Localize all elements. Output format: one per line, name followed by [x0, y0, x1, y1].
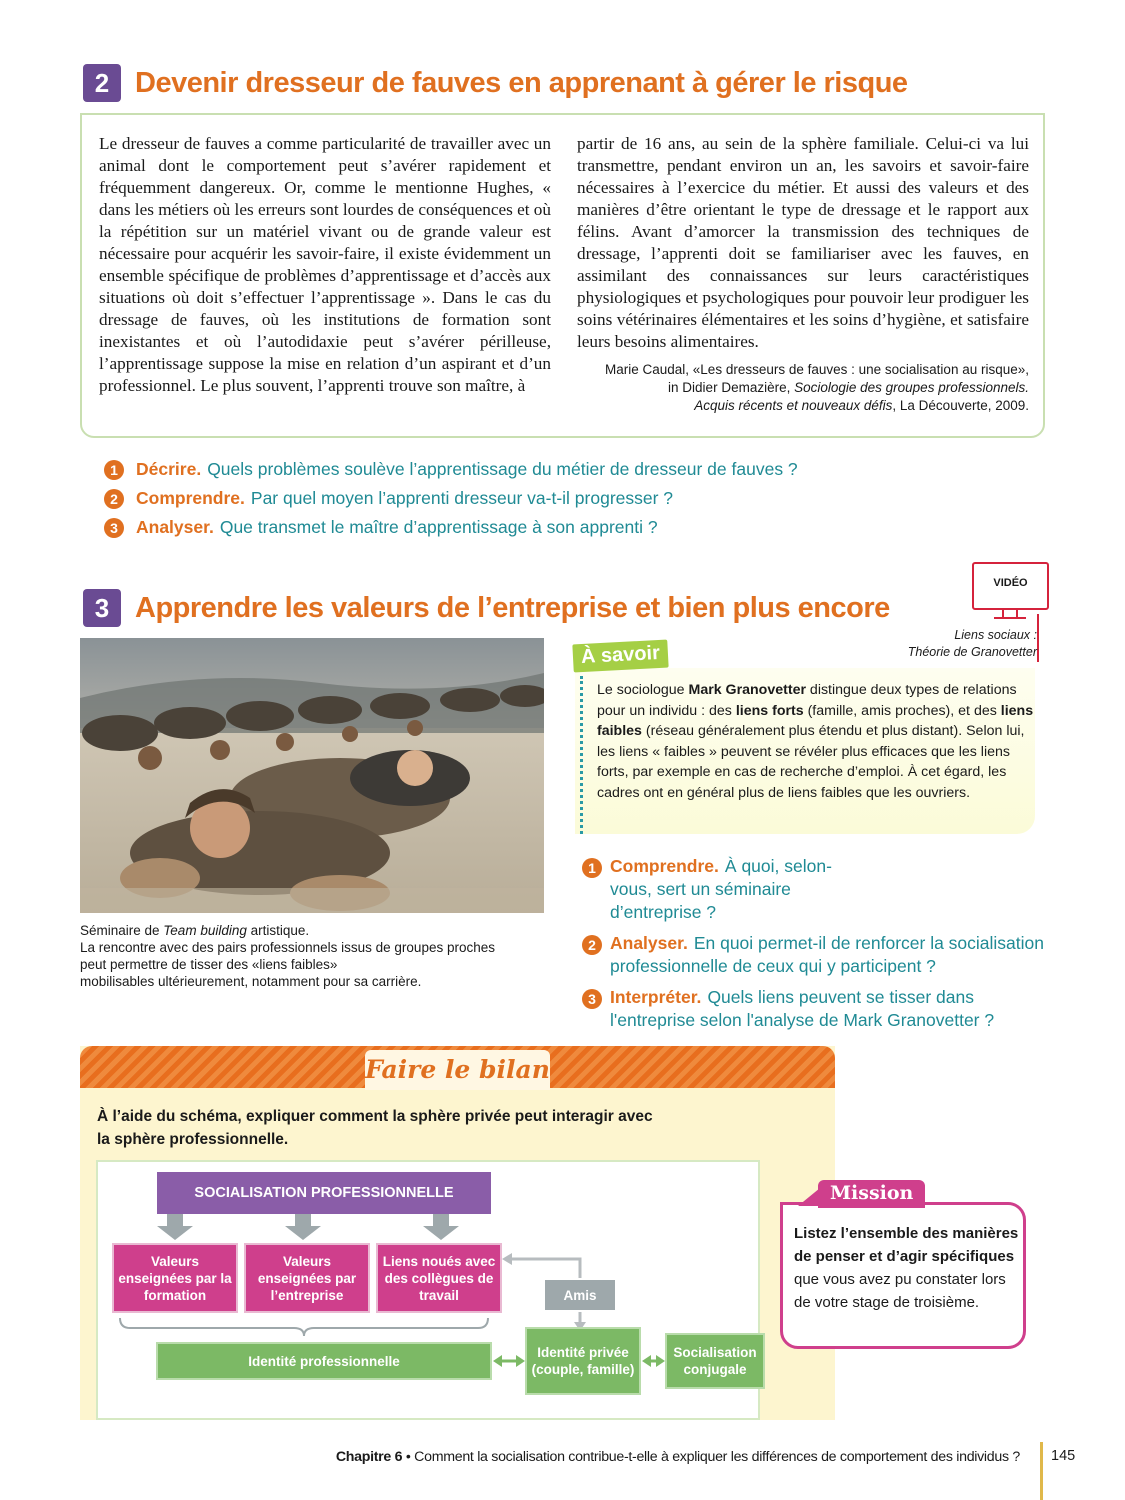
- node-valeurs-formation: Valeurs enseignées par la formation: [112, 1243, 238, 1313]
- chapter-title: Comment la socialisation contribue-t-elle à expliquer les différences de comportement des individus ?: [414, 1449, 1020, 1465]
- faire-le-bilan-panel: [80, 1046, 835, 1420]
- mission-text: [794, 1222, 1019, 1314]
- caption-line: mobilisables ultérieurement, notamment pour sa carrière.: [80, 974, 422, 989]
- question-item: [582, 986, 1052, 1032]
- savoir-text-part: (réseau généralement plus étendu et plus distant). Selon lui, les liens « faibles » peuvent se révéler plus efficaces que les liens forts, par exemple en cas de recherche d’emploi. À cet égard, les cadres ont en général plus de liens faibles que les ouvriers.: [597, 723, 1025, 801]
- video-caption: [880, 627, 1037, 661]
- question-verb: Décrire.: [136, 459, 202, 479]
- photo-illustration: [80, 638, 544, 913]
- question-text: Que transmet le maître d’apprentissage à son apprenti ?: [219, 517, 658, 537]
- savoir-text-part: distingue deux types de relations pour un individu : des: [597, 682, 1017, 719]
- node-identite-privee: Identité privée (couple, famille): [525, 1327, 641, 1395]
- schema-connectors: [98, 1162, 762, 1422]
- section-3-questions: [582, 855, 1052, 1040]
- caption-line: La rencontre avec des pairs professionnels issus de groupes proches: [80, 940, 495, 955]
- question-item: [582, 932, 1052, 978]
- question-number: 3: [582, 989, 602, 1009]
- question-number: 2: [104, 489, 124, 509]
- question-body: [610, 986, 1000, 1032]
- bilan-title: Faire le bilan: [365, 1050, 550, 1090]
- question-number: 1: [582, 858, 602, 878]
- video-label: VIDÉO: [993, 577, 1028, 589]
- section-title: Devenir dresseur de fauves en apprenant à gérer le risque: [135, 66, 908, 99]
- team-building-photo: [80, 638, 544, 913]
- section-2-header: [83, 64, 908, 102]
- savoir-text-part: Le sociologue: [597, 682, 689, 698]
- savoir-keyword: liens forts: [735, 702, 804, 719]
- source-book-subtitle: Acquis récents et nouveaux défis: [694, 398, 893, 413]
- question-text: Quels liens peuvent se tisser dans l'entreprise selon l'analyse de Mark Granovetter ?: [610, 987, 995, 1030]
- chapter-label: Chapitre 6: [335, 1449, 403, 1465]
- section-2-questions: [104, 459, 798, 538]
- schema-diagram: [96, 1160, 760, 1420]
- question-item: [104, 488, 798, 509]
- question-item: [104, 459, 798, 480]
- photo-caption: [80, 922, 550, 990]
- source-book-title: Sociologie des groupes professionnels.: [794, 380, 1029, 395]
- savoir-keyword: Mark Granovetter: [688, 682, 806, 698]
- separator: •: [402, 1449, 415, 1465]
- question-body: [610, 855, 870, 924]
- caption-line: peut permettre de tisser des «liens faibles»: [80, 957, 338, 972]
- mission-text-part: que vous avez pu constater lors de votre stage de troisième.: [794, 1271, 1006, 1311]
- a-savoir-tag: À savoir: [572, 640, 668, 673]
- savoir-keyword: liens faibles: [597, 702, 1034, 739]
- question-item: [104, 517, 798, 538]
- source-line: [577, 397, 1029, 415]
- question-text: Quels problèmes soulève l’apprentissage du métier de dresseur de fauves ?: [207, 459, 798, 479]
- source-line: Marie Caudal, «Les dresseurs de fauves : une socialisation au risque»,: [605, 362, 1029, 377]
- document-text-box: [80, 113, 1045, 438]
- video-caption-line: Théorie de Granovetter: [907, 645, 1037, 659]
- page-number: 145: [1051, 1448, 1076, 1464]
- node-socialisation-conjugale: Socialisation conjugale: [665, 1333, 765, 1389]
- savoir-text-part: (famille, amis proches), et des: [803, 702, 1001, 719]
- text-column-right: partir de 16 ans, au sein de la sphère familiale. Celui-ci va lui transmettre, pendant environ un an, les savoirs et savoir-faire nécessaires à l’exercice du métier. Et aussi des valeurs et des manières d’être orientant le type de dressage et le rapport aux félins. Avant d’amorcer la transmission des techniques de dressage, l’apprenti doit se familiariser avec les fauves, en assimilant des connaissances sur leurs caractéristiques physiologiques et psychologiques pour pouvoir leur prodiguer les soins vétérinaires élémentaires et les soins d’hygiène, et satisfaire leurs besoins alimentaires.: [577, 134, 1029, 351]
- question-verb: Interpréter.: [610, 987, 702, 1007]
- node-valeurs-entreprise: Valeurs enseignées par l’entreprise: [244, 1243, 370, 1313]
- a-savoir-text: [597, 680, 1034, 803]
- section-number: 3: [83, 589, 121, 627]
- question-number: 1: [104, 460, 124, 480]
- bilan-question: À l’aide du schéma, expliquer comment la sphère privée peut interagir avec la sphère professionnelle.: [97, 1108, 653, 1148]
- node-socialisation-professionnelle: SOCIALISATION PROFESSIONNELLE: [157, 1172, 491, 1214]
- node-liens-collegues: Liens noués avec des collègues de travail: [376, 1243, 502, 1313]
- mission-tag: Mission: [818, 1180, 925, 1208]
- source-citation: [577, 361, 1029, 415]
- caption-line: [80, 922, 550, 939]
- caption-text: Séminaire de: [80, 923, 164, 938]
- source-line: [577, 379, 1029, 397]
- question-text: À quoi, selon-vous, sert un séminaire d’entreprise ?: [610, 856, 832, 922]
- footer-divider: [1040, 1442, 1043, 1500]
- section-title: Apprendre les valeurs de l’entreprise et bien plus encore: [135, 591, 890, 624]
- source-publisher: , La Découverte, 2009.: [892, 398, 1029, 413]
- question-verb: Comprendre.: [610, 856, 719, 876]
- caption-emphasis: Team building: [163, 923, 247, 938]
- question-body: [610, 932, 1052, 978]
- monitor-base-icon: [994, 617, 1026, 619]
- question-verb: Comprendre.: [136, 488, 245, 508]
- divider: [1037, 614, 1039, 662]
- dotted-border: [580, 676, 584, 834]
- caption-text: artistique.: [246, 923, 310, 938]
- section-number: 2: [83, 64, 121, 102]
- source-text: in Didier Demazière,: [668, 380, 795, 395]
- question-verb: Analyser.: [610, 933, 688, 953]
- question-number: 3: [104, 518, 124, 538]
- section-3-header: [83, 589, 890, 627]
- question-text: En quoi permet-il de renforcer la socialisation professionnelle de ceux qui y participent ?: [610, 933, 1044, 976]
- page-footer: [320, 1449, 1020, 1465]
- question-number: 2: [582, 935, 602, 955]
- question-item: [582, 855, 1052, 924]
- node-amis: Amis: [545, 1280, 615, 1310]
- node-identite-professionnelle: Identité professionnelle: [156, 1342, 492, 1380]
- mission-emphasis: Listez l’ensemble des manières de penser et d’agir spécifiques: [794, 1225, 1019, 1265]
- text-column-left: Le dresseur de fauves a comme particularité de travailler avec un animal dont le comportement peut s’avérer rapidement et fréquemment dangereux. Or, comme le mentionne Hughes, « dans les métiers où les erreurs sont lourdes de conséquences et où la répétition sur un matériel vivant ou de grande valeur est nécessaire pour acquérir les savoir-faire, il existe évidemment un ensemble spécifique de problèmes d’apprentissage et d’accès aux situations où doit s’effectuer l’apprentissage ». Dans le cas du dressage de fauves, où les institutions de formation sont inexistantes et où l’autodidaxie peut s’avérer périlleuse, l’apprentissage suppose la mise en relation d’un aspirant et d’un professionnel. Le plus souvent, l’apprenti trouve son maître, à: [99, 134, 551, 395]
- question-verb: Analyser.: [136, 517, 214, 537]
- video-caption-line: Liens sociaux :: [954, 628, 1037, 642]
- video-button[interactable]: [972, 562, 1049, 610]
- question-text: Par quel moyen l’apprenti dresseur va-t-il progresser ?: [250, 488, 674, 508]
